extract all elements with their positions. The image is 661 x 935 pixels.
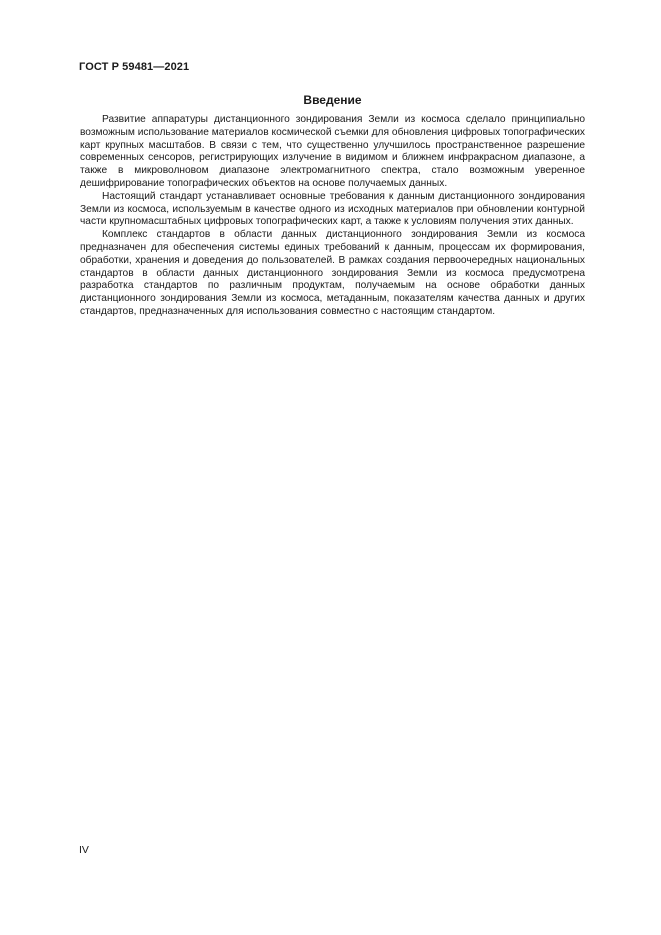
document-code: ГОСТ Р 59481—2021 (79, 61, 190, 73)
section-body (80, 114, 585, 319)
page-number: IV (79, 844, 89, 856)
section-title: Введение (303, 93, 362, 107)
paragraph-2: Настоящий стандарт устанавливает основные требования к данным дистанционного зондирования Земли из космоса, используемым в качестве одного из исходных материалов при обновлении контурной части крупномасштабных цифровых топографических карт, а также к условиям получения этих данных. (80, 190, 585, 228)
paragraph-3: Комплекс стандартов в области данных дистанционного зондирования Земли из космоса предназначен для обеспечения системы единых требований к данным, процессам их формирования, обработки, хранения и доведения до пользователей. В рамках создания первоочередных национальных стандартов в области данных дистанционного зондирования Земли из космоса предусмотрена разработка стандартов по различным продуктам, получаемым на основе обработки данных дистанционного зондирования Земли из космоса, метаданным, показателям качества данных и других стандартов, предназначенных для использования совместно с настоящим стандартом. (80, 229, 585, 317)
paragraph-1: Развитие аппаратуры дистанционного зондирования Земли из космоса сделало принципиально возможным использование материалов космической съемки для обновления цифровых топографических карт крупных масштабов. В связи с тем, что существенно улучшилось пространственное разрешение современных сенсоров, регистрирующих излучение в видимом и ближнем инфракрасном диапазоне, а также в микроволновом диапазоне электромагнитного спектра, стало возможным уверенное дешифрирование топографических объектов на основе получаемых данных. (80, 114, 585, 189)
